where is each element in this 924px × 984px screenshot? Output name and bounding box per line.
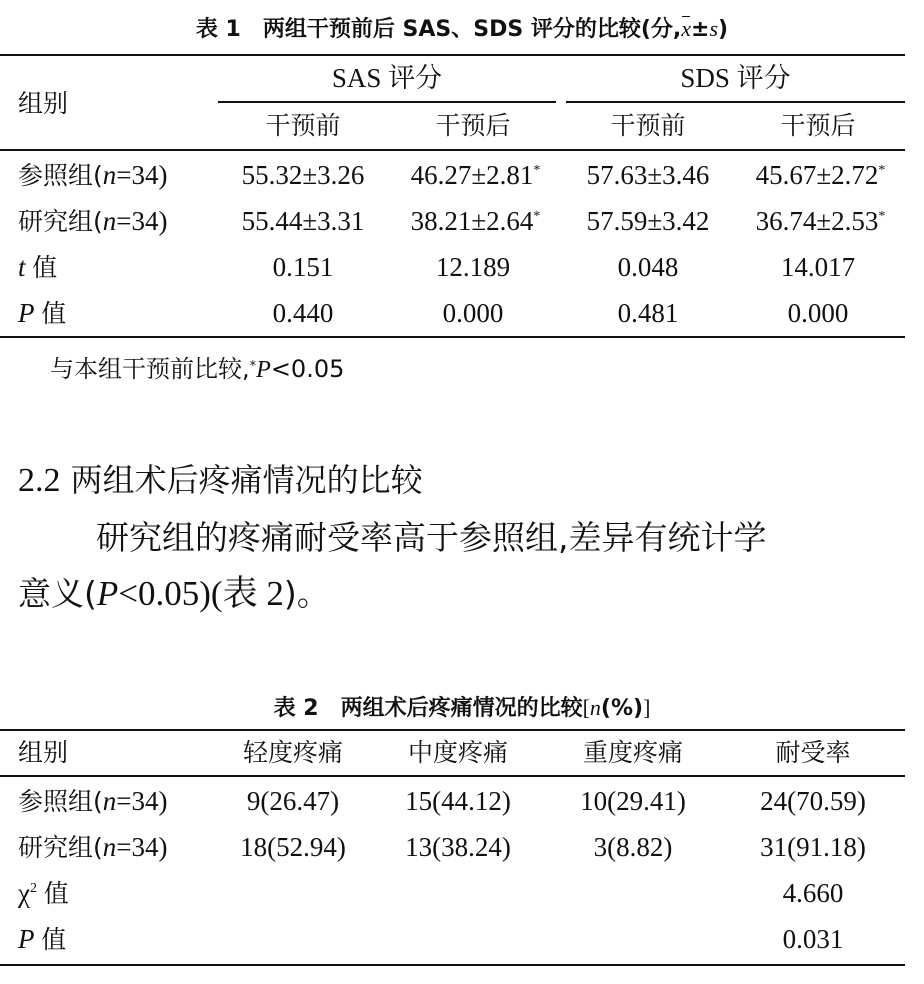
table1-sds-header-text: SDS 评分 xyxy=(680,63,791,93)
table2-row-label-text: 研究组 xyxy=(18,833,94,862)
significance-mark: * xyxy=(878,163,886,178)
table1-caption xyxy=(0,14,924,45)
significance-mark: * xyxy=(533,163,541,178)
table2-row-label-study xyxy=(18,827,168,868)
table1-row-label-n: n xyxy=(102,206,117,236)
table1-sds-header xyxy=(566,58,905,98)
table2-row-label-paren: ( xyxy=(93,833,103,862)
table2-cell: 24(70.59) xyxy=(760,786,866,816)
paragraph-table-num: 2 xyxy=(266,574,284,613)
table1-sas-underline xyxy=(218,101,556,103)
table1-p-value: 0.000 xyxy=(787,298,849,328)
section-title: 两组术后疼痛情况的比较 xyxy=(70,461,423,499)
table1-subheader-sds-before: 干预前 xyxy=(610,111,686,140)
table1-p-value: 0.000 xyxy=(442,298,504,328)
table1-note-cond: <0.05 xyxy=(270,355,345,383)
table2-caption-close: ] xyxy=(643,695,651,720)
t-symbol: t xyxy=(18,252,26,282)
significance-mark: * xyxy=(533,209,541,224)
table1-cell xyxy=(563,155,733,195)
table1-note-mark: * xyxy=(249,359,257,374)
table1-t-value: 0.151 xyxy=(272,252,334,282)
table1-note-text: 与本组干预前比较, xyxy=(50,355,250,383)
table1-row-label-text: 参照组 xyxy=(18,161,94,190)
table2-cell: 13(38.24) xyxy=(405,832,511,862)
table1-caption-prefix: 表 1 xyxy=(195,17,241,42)
paragraph-cond: <0.05)(表 xyxy=(118,574,267,613)
table1-caption-end: ) xyxy=(718,17,729,42)
table1-subheader-sas-before: 干预前 xyxy=(265,111,341,140)
table1-row-label-control xyxy=(18,155,168,196)
table1-note xyxy=(50,352,344,387)
section-heading xyxy=(18,458,423,503)
table1-cell-value: 57.59±3.42 xyxy=(586,206,710,236)
table2-row-label-n: n xyxy=(102,832,117,862)
table1-row-label-text: 研究组 xyxy=(18,207,94,236)
table1-cell-value: 57.63±3.46 xyxy=(586,160,710,190)
table2-top-rule xyxy=(0,729,905,731)
table1-caption-title: 两组干预前后 SAS、SDS 评分的比较(分, xyxy=(262,17,682,42)
section-paragraph xyxy=(18,510,910,622)
paragraph-p: P xyxy=(96,574,119,613)
table2-header-mild: 轻度疼痛 xyxy=(242,738,343,767)
table2-caption-n: n xyxy=(589,695,601,720)
p-label-text: 值 xyxy=(41,299,67,328)
table1-cell-value: 55.44±3.31 xyxy=(241,206,365,236)
table2-row-label-eq: =34) xyxy=(116,786,168,816)
table2-cell: 10(29.41) xyxy=(580,786,686,816)
table2-caption-prefix: 表 2 xyxy=(273,696,319,721)
table1-row-label-eq: =34) xyxy=(116,160,168,190)
table1-caption-pm: ± xyxy=(691,17,710,42)
paragraph-text-a: 意义( xyxy=(18,574,97,613)
table2-row-label-n: n xyxy=(102,786,117,816)
table2-cell: 15(44.12) xyxy=(405,786,511,816)
table2-row-label-text: 参照组 xyxy=(18,787,94,816)
table1-p-value: 0.440 xyxy=(272,298,334,328)
table2-header-moderate: 中度疼痛 xyxy=(407,738,508,767)
table2-header-severe: 重度疼痛 xyxy=(582,738,683,767)
chi-label-text: 值 xyxy=(43,879,69,908)
table1-subheader-sas-after: 干预后 xyxy=(435,111,511,140)
table1-row-label-paren: ( xyxy=(93,207,103,236)
table2-row-label-eq: =34) xyxy=(116,832,168,862)
table1-cell xyxy=(218,155,388,195)
table1-row-label-study xyxy=(18,201,168,242)
table1-group-header: 组别 xyxy=(18,89,69,118)
paragraph-line-1: 研究组的疼痛耐受率高于参照组,差异有统计学 xyxy=(96,518,767,557)
table1-row-label-paren: ( xyxy=(93,161,103,190)
table1-cell xyxy=(388,201,563,241)
p-symbol: P xyxy=(18,924,35,954)
table1-row-label-eq: =34) xyxy=(116,206,168,236)
table2-row-label-paren: ( xyxy=(93,787,103,816)
p-label-text: 值 xyxy=(41,925,67,954)
table2-caption-pct: (%) xyxy=(600,696,644,721)
table1-t-value: 0.048 xyxy=(617,252,679,282)
table2-header-rule xyxy=(0,775,905,777)
chi-sup: 2 xyxy=(29,881,37,896)
table1-cell-value: 36.74±2.53 xyxy=(755,206,879,236)
table1-note-p: P xyxy=(256,357,271,383)
table2-header-tolerance: 耐受率 xyxy=(775,738,851,767)
table2-row-label-control xyxy=(18,781,168,822)
table1-cell xyxy=(733,201,908,241)
table1-header-rule xyxy=(0,149,905,151)
table2-cell: 31(91.18) xyxy=(760,832,866,862)
table1-cell xyxy=(563,201,733,241)
table2-chi-label xyxy=(18,873,69,914)
table1-cell-value: 55.32±3.26 xyxy=(241,160,365,190)
table1-p-value: 0.481 xyxy=(617,298,679,328)
table2-cell: 9(26.47) xyxy=(246,786,340,816)
table1-cell-value: 46.27±2.81 xyxy=(410,160,534,190)
table1-cell-value: 38.21±2.64 xyxy=(410,206,534,236)
table1-t-value: 12.189 xyxy=(435,252,511,282)
table1-cell-value: 45.67±2.72 xyxy=(755,160,879,190)
table2-cell: 18(52.94) xyxy=(240,832,346,862)
table1-row-label-n: n xyxy=(102,160,117,190)
table1-sas-header xyxy=(218,58,556,98)
table1-top-rule xyxy=(0,54,905,56)
table1-caption-s: s xyxy=(709,16,719,41)
paragraph-line-2 xyxy=(18,566,910,622)
table2-caption-title: 两组术后疼痛情况的比较 xyxy=(340,696,583,721)
table2-p-value: 0.031 xyxy=(782,924,844,954)
table1-cell xyxy=(218,201,388,241)
table1-sas-header-text: SAS 评分 xyxy=(331,63,443,93)
table1-caption-xbar: x xyxy=(681,14,691,44)
table1-subheader-sds-after: 干预后 xyxy=(780,111,856,140)
table2-header-group: 组别 xyxy=(18,738,69,767)
chi-symbol: χ xyxy=(18,878,30,908)
table1-cell xyxy=(388,155,563,195)
p-symbol: P xyxy=(18,298,35,328)
table2-caption xyxy=(0,693,924,724)
table2-caption-open: [ xyxy=(582,695,590,720)
table1-p-label xyxy=(18,293,66,334)
table2-p-label xyxy=(18,919,66,960)
table1-t-label xyxy=(18,247,57,288)
table2-cell: 3(8.82) xyxy=(593,832,673,862)
table1-sds-underline xyxy=(566,101,905,103)
significance-mark: * xyxy=(878,209,886,224)
table2-bottom-rule xyxy=(0,964,905,966)
paragraph-end: )。 xyxy=(283,574,330,613)
table2-chi-value: 4.660 xyxy=(782,878,844,908)
table1-bottom-rule xyxy=(0,336,905,338)
table1-t-value: 14.017 xyxy=(780,252,856,282)
t-label-text: 值 xyxy=(32,253,58,282)
section-number: 2.2 xyxy=(18,462,61,499)
table1-cell xyxy=(733,155,908,195)
